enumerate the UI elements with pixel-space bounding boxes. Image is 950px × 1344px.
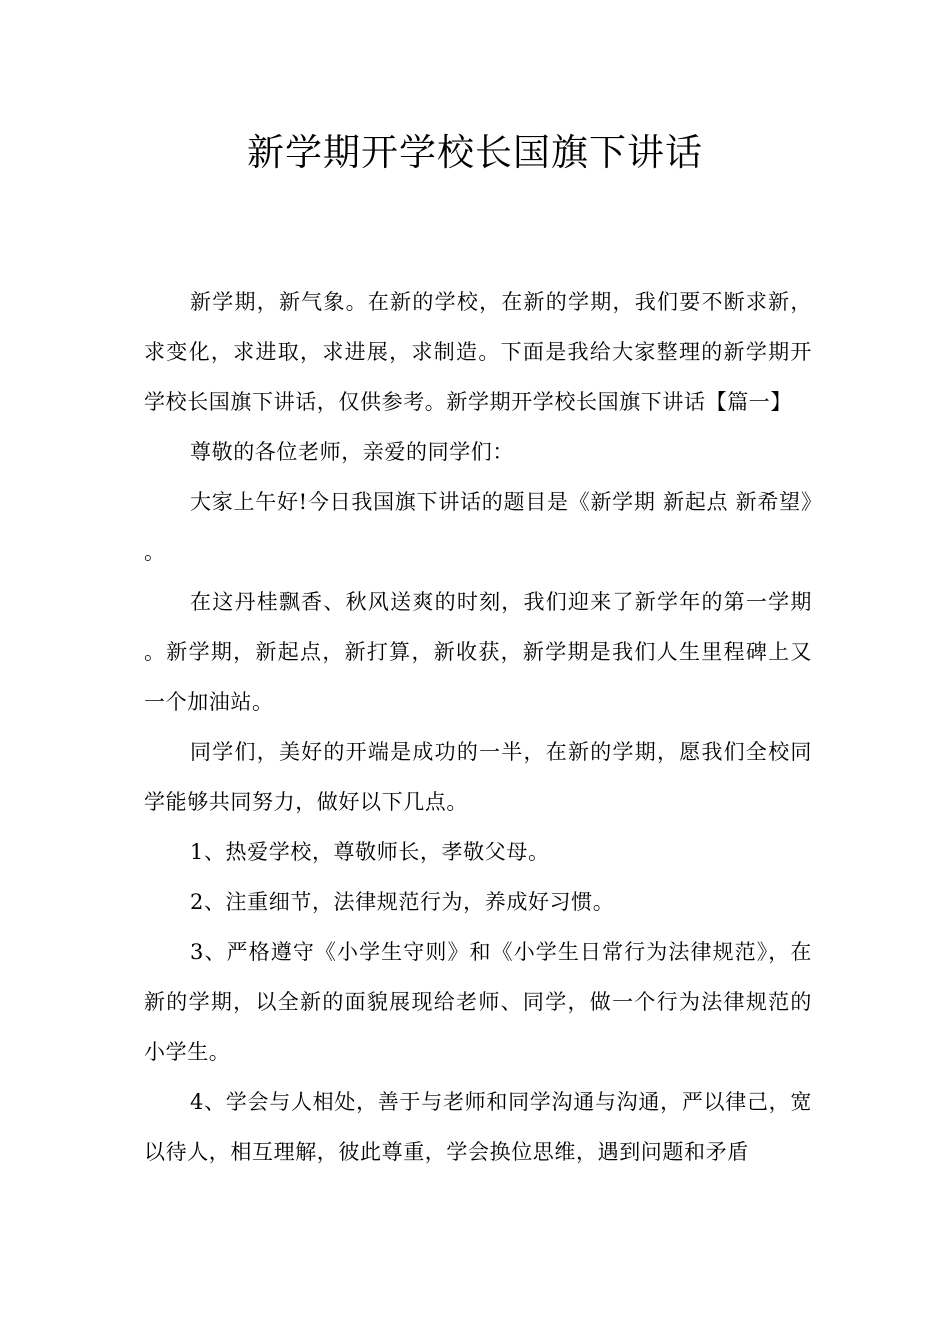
list-item-3: 3、严格遵守《小学生守则》和《小学生日常行为法律规范》，在新的学期，以全新的面貌展现给老师、同学，做一个行为法律规范的小学生。 <box>144 940 812 1064</box>
paragraph-call: 同学们，美好的开端是成功的一半，在新的学期，愿我们全校同学能够共同努力，做好以下几点。 <box>144 740 812 814</box>
list-item-2: 2、注重细节，法律规范行为，养成好习惯。 <box>190 890 615 914</box>
paragraph-intro: 新学期，新气象。在新的学校，在新的学期，我们要不断求新，求变化，求进取，求进展，求制造。下面是我给大家整理的新学期开学校长国旗下讲话，仅供参考。新学期开学校长国旗下讲话【篇一】 <box>144 290 812 414</box>
list-item-1: 1、热爱学校，尊敬师长，孝敬父母。 <box>190 840 550 864</box>
document-body <box>144 277 812 1177</box>
paragraph-season: 在这丹桂飘香、秋风送爽的时刻，我们迎来了新学年的第一学期。新学期，新起点，新打算，新收获，新学期是我们人生里程碑上又一个加油站。 <box>144 590 812 714</box>
document-title: 新学期开学校长国旗下讲话 <box>247 131 703 174</box>
paragraph-topic: 大家上午好!今日我国旗下讲话的题目是《新学期 新起点 新希望》。 <box>144 490 812 564</box>
paragraph-greeting: 尊敬的各位老师，亲爱的同学们： <box>190 440 514 464</box>
list-item-4: 4、学会与人相处，善于与老师和同学沟通与沟通，严以律己，宽以待人，相互理解，彼此尊重，学会换位思维，遇到问题和矛盾 <box>144 1090 812 1164</box>
